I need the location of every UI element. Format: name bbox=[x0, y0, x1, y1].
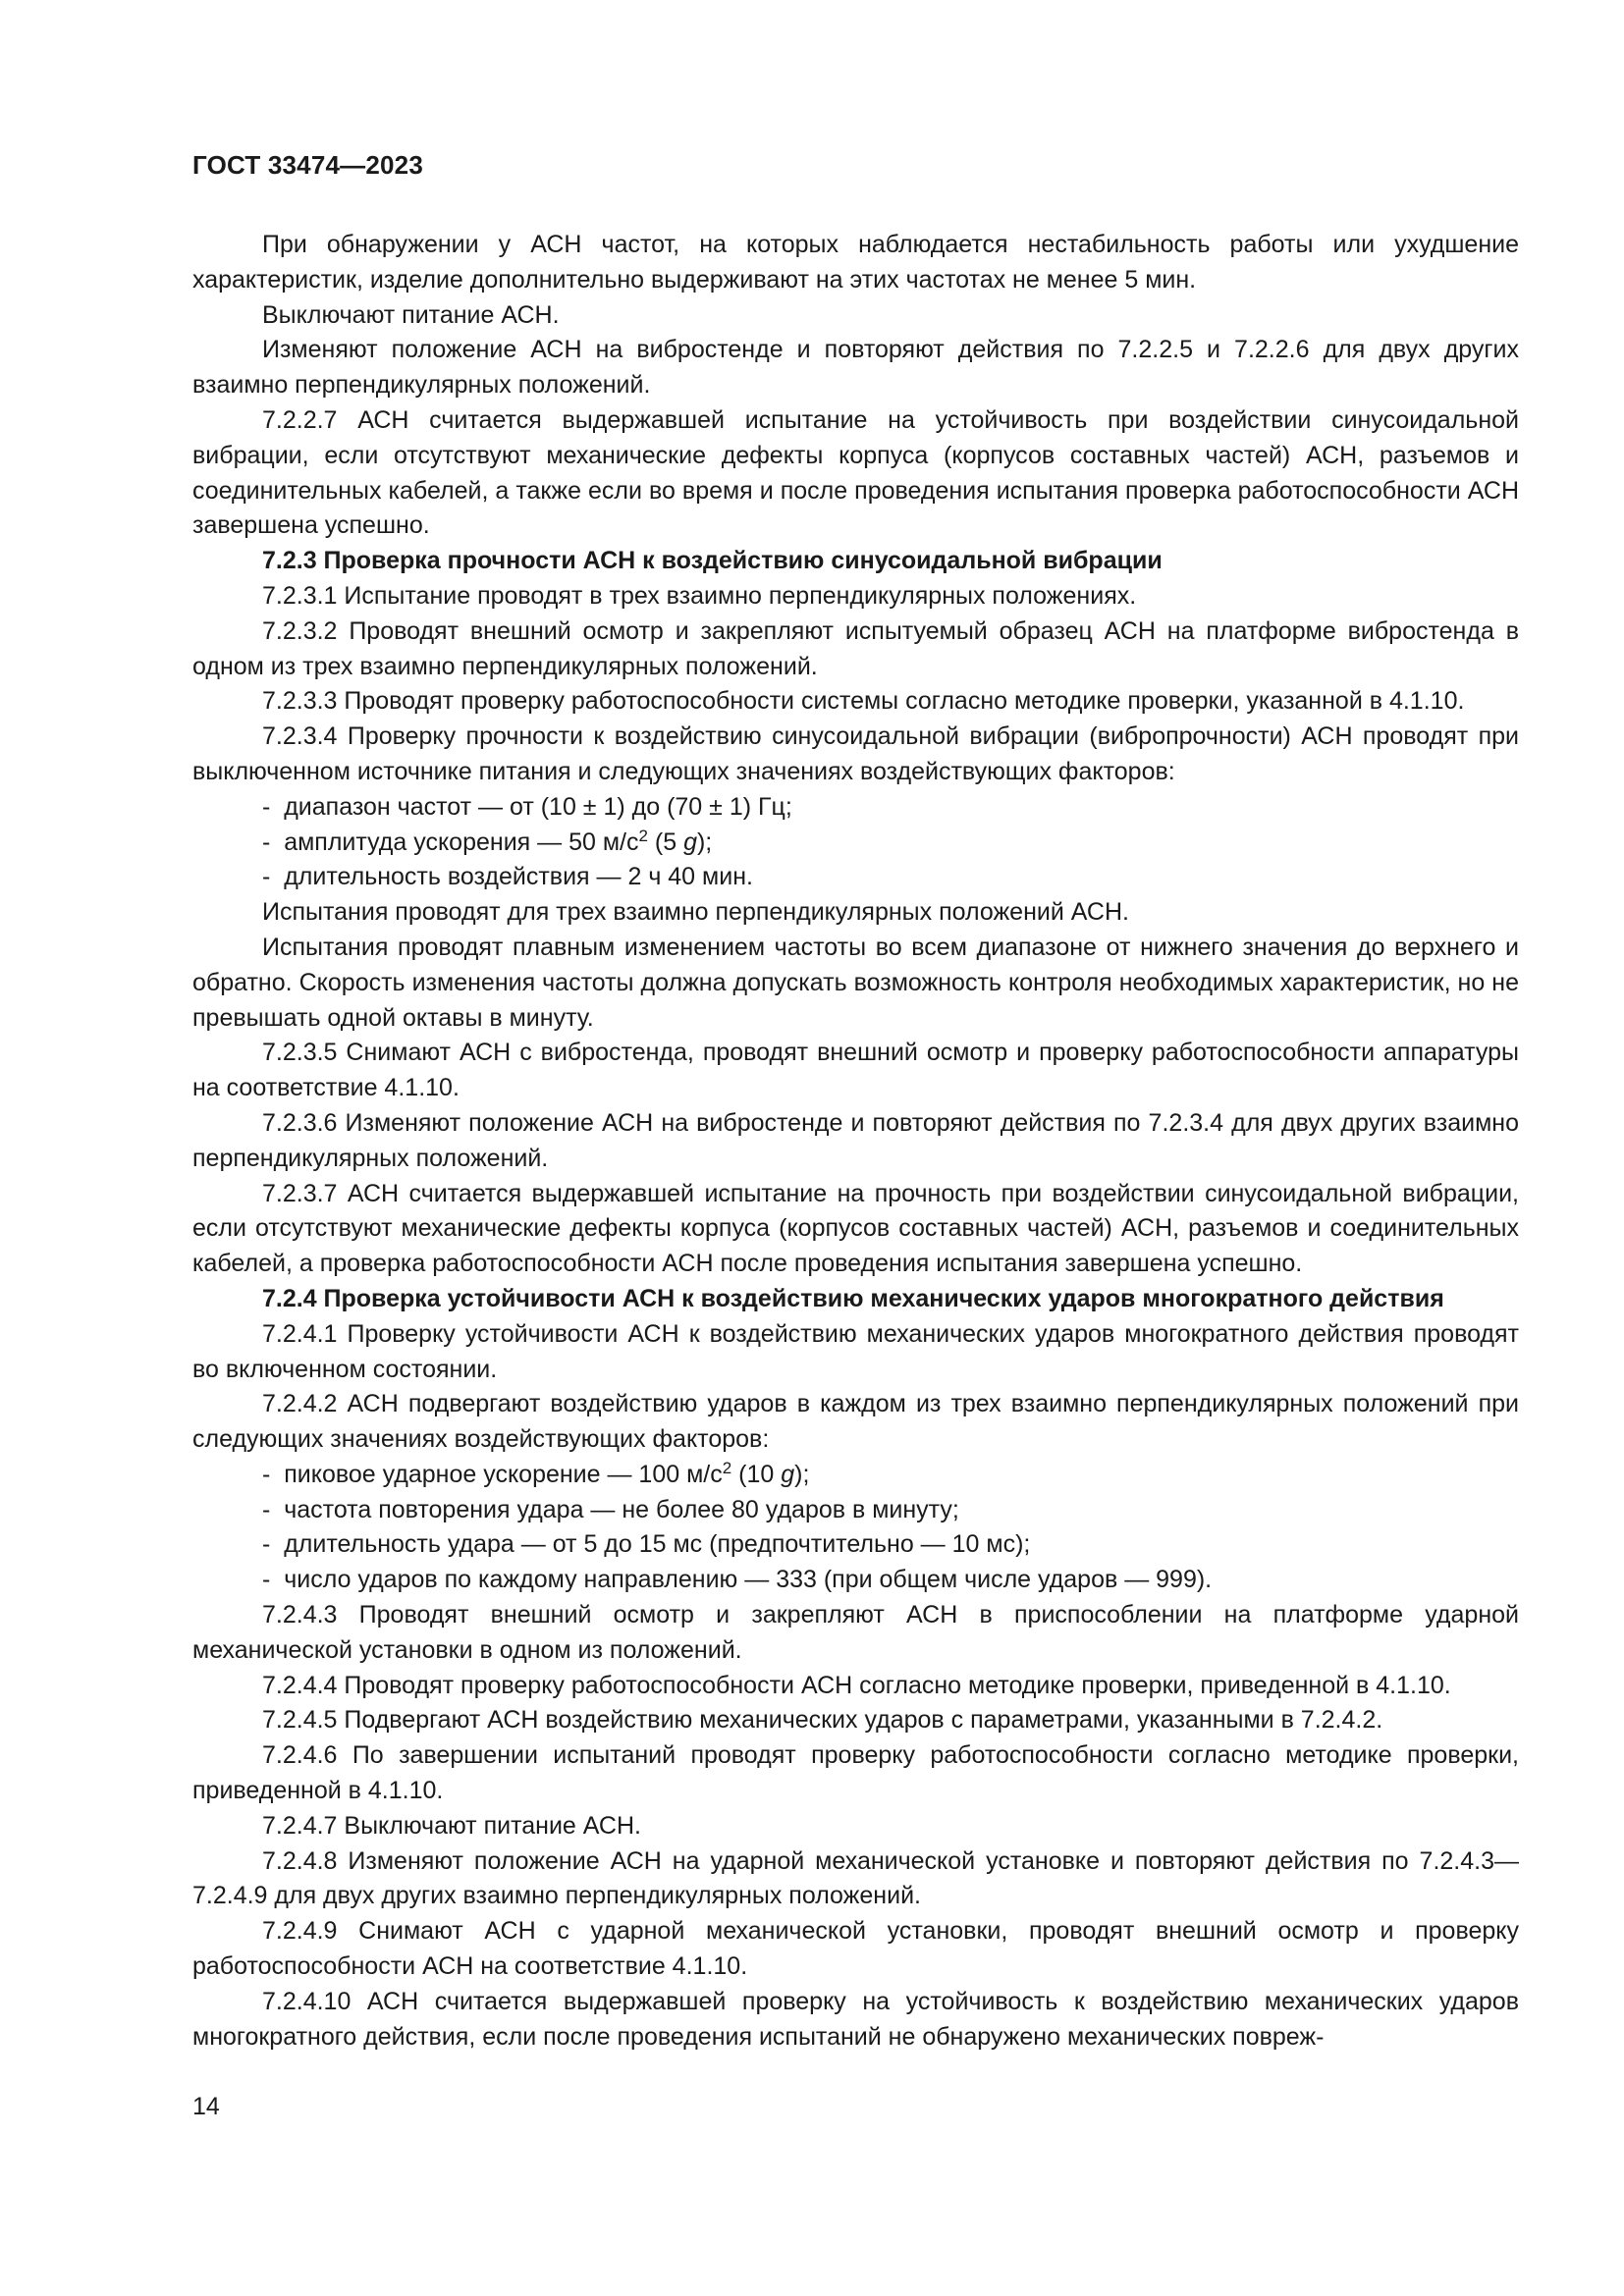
clause-7-2-4-2: 7.2.4.2 АСН подвергают воздействию ударов в каждом из трех взаимно перпендикулярных положений при следующих значениях воздействующих факторов: bbox=[192, 1390, 1519, 1454]
clause-7-2-4-3: 7.2.4.3 Проводят внешний осмотр и закрепляют АСН в приспособлении на платформе ударной механической установки в одном из положений. bbox=[192, 1601, 1519, 1664]
paragraph: При обнаружении у АСН частот, на которых наблюдается нестабильность работы или ухудшение характеристик, изделие дополнительно выдерживают на этих частотах не менее 5 мин. bbox=[192, 231, 1519, 294]
list-item-shock-count: - число ударов по каждому направлению — 333 (при общем числе ударов — 999). bbox=[192, 1563, 1519, 1598]
paragraph: Выключают питание АСН. bbox=[262, 300, 560, 329]
clause-7-2-3-5: 7.2.3.5 Снимают АСН с вибростенда, проводят внешний осмотр и проверку работоспособности аппаратуры на соответствие 4.1.10. bbox=[192, 1039, 1519, 1102]
list-item-repetition-rate: - частота повторения удара — не более 80 ударов в минуту; bbox=[192, 1493, 1519, 1528]
document-code-header: ГОСТ 33474—2023 bbox=[192, 150, 423, 180]
list-item-duration: - длительность воздействия — 2 ч 40 мин. bbox=[192, 860, 1519, 895]
list-item-acceleration-amplitude: - амплитуда ускорения — 50 $м/с^2$ (5 g); bbox=[192, 826, 1519, 861]
list-item-shock-duration: - длительность удара — от 5 до 15 мс (предпочтительно — 10 мс); bbox=[192, 1527, 1519, 1563]
paragraph: Испытания проводят плавным изменением частоты во всем диапазоне от нижнего значения до верхнего и обратно. Скорость изменения частоты должна допускать возможность контроля необходимых характеристик, но не превышать одной октавы в минуту. bbox=[192, 933, 1519, 1032]
clause-7-2-3-7: 7.2.3.7 АСН считается выдержавшей испытание на прочность при воздействии синусоидальной вибрации, если отсутствуют механические дефекты корпуса (корпусов составных частей) АСН, разъемов и соединительных кабелей, а проверка работоспособности АСН после проведения испытания завершена успешно. bbox=[192, 1179, 1519, 1278]
list-item-peak-acceleration: - пиковое ударное ускорение — 100 $м/с^2$ (10 g); bbox=[192, 1458, 1519, 1493]
paragraph: Испытания проводят для трех взаимно перпендикулярных положений АСН. bbox=[262, 898, 1129, 927]
clause-7-2-4-10: 7.2.4.10 АСН считается выдержавшей проверку на устойчивость к воздействию механических ударов многократного действия, если после проведения испытаний не обнаружено механических повреж- bbox=[192, 1987, 1519, 2051]
clause-7-2-4-7: 7.2.4.7 Выключают питание АСН. bbox=[262, 1811, 641, 1840]
clause-7-2-2-7: 7.2.2.7 АСН считается выдержавшей испытание на устойчивость при воздействии синусоидальной вибрации, если отсутствуют механические дефекты корпуса (корпусов составных частей) АСН, разъемов и соединительных кабелей, а также если во время и после проведения испытания проверка работоспособности АСН завершена успешно. bbox=[192, 405, 1519, 540]
section-heading-7-2-4: 7.2.4 Проверка устойчивости АСН к воздействию механических ударов многократного действия bbox=[262, 1284, 1444, 1312]
list-item-frequency-range: - диапазон частот — от (10 ± 1) до (70 ± 1) Гц; bbox=[192, 790, 1519, 826]
clause-7-2-4-4: 7.2.4.4 Проводят проверку работоспособности АСН согласно методике проверки, приведенной в 4.1.10. bbox=[262, 1671, 1451, 1699]
clause-7-2-4-6: 7.2.4.6 По завершении испытаний проводят проверку работоспособности согласно методике проверки, приведенной в 4.1.10. bbox=[192, 1741, 1519, 1805]
page-number: 14 bbox=[192, 2093, 220, 2120]
clause-7-2-3-1: 7.2.3.1 Испытание проводят в трех взаимно перпендикулярных положениях. bbox=[262, 581, 1137, 610]
clause-7-2-4-8: 7.2.4.8 Изменяют положение АСН на ударной механической установке и повторяют действия по 7.2.4.3—7.2.4.9 для двух других взаимно перпендикулярных положений. bbox=[192, 1846, 1519, 1910]
paragraph: Изменяют положение АСН на вибростенде и повторяют действия по 7.2.2.5 и 7.2.2.6 для двух других взаимно перпендикулярных положений. bbox=[192, 336, 1519, 400]
clause-7-2-3-2: 7.2.3.2 Проводят внешний осмотр и закрепляют испытуемый образец АСН на платформе вибростенда в одном из трех взаимно перпендикулярных положений. bbox=[192, 616, 1519, 680]
clause-7-2-3-4: 7.2.3.4 Проверку прочности к воздействию синусоидальной вибрации (вибропрочности) АСН проводят при выключенном источнике питания и следующих значениях воздействующих факторов: bbox=[192, 722, 1519, 785]
clause-7-2-4-9: 7.2.4.9 Снимают АСН с ударной механической установки, проводят внешний осмотр и проверку работоспособности АСН на соответствие 4.1.10. bbox=[192, 1917, 1519, 1981]
document-body bbox=[192, 228, 1519, 2055]
clause-7-2-3-6: 7.2.3.6 Изменяют положение АСН на вибростенде и повторяют действия по 7.2.3.4 для двух других взаимно перпендикулярных положений. bbox=[192, 1108, 1519, 1172]
clause-7-2-4-5: 7.2.4.5 Подвергают АСН воздействию механических ударов с параметрами, указанными в 7.2.4.2. bbox=[262, 1706, 1383, 1735]
clause-7-2-4-1: 7.2.4.1 Проверку устойчивости АСН к воздействию механических ударов многократного действия проводят во включенном состоянии. bbox=[192, 1319, 1519, 1383]
clause-7-2-3-3: 7.2.3.3 Проводят проверку работоспособности системы согласно методике проверки, указанной в 4.1.10. bbox=[262, 687, 1465, 716]
section-heading-7-2-3: 7.2.3 Проверка прочности АСН к воздействию синусоидальной вибрации bbox=[262, 547, 1163, 575]
